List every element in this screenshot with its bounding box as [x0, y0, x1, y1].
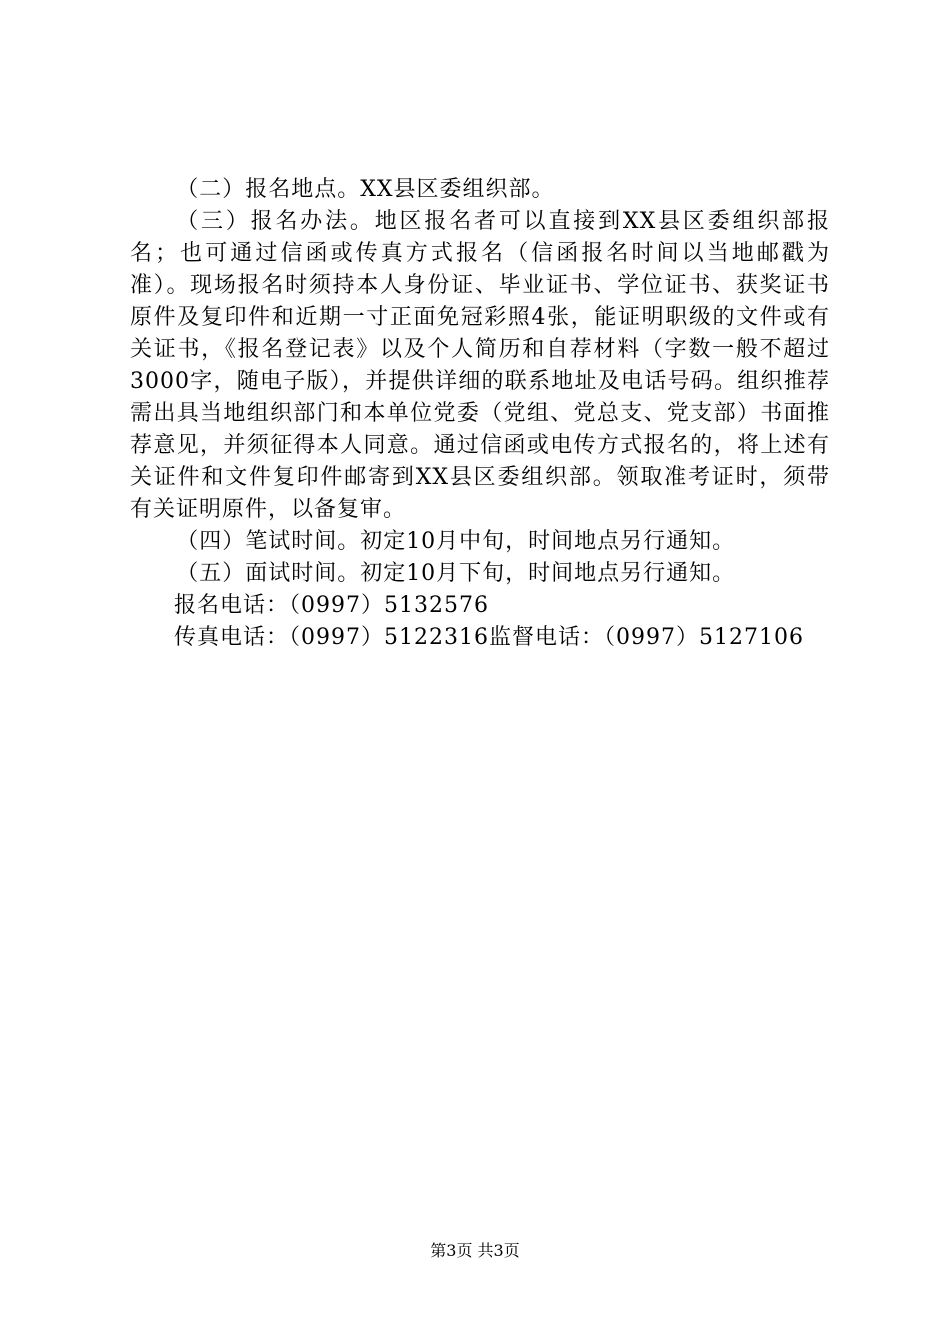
paragraph-registration-location: （二）报名地点。XX县区委组织部。 — [176, 177, 555, 202]
contact-registration-phone: 报名电话：（0997）5132576 — [174, 593, 489, 618]
paragraph-registration-method: （三）报名办法。地区报名者可以直接到XX县区委组织部报名；也可通过信函或传真方式报名（信函报名时间以当地邮戳为准）。现场报名时须持本人身份证、毕业证书、学位证书、获奖证书原件及复印件和近期一寸正面免冠彩照4张，能证明职级的文件或有关证书，《报名登记表》以及个人简历和自荐材料（字数一般不超过3000字，随电子版），并提供详细的联系地址及电话号码。组织推荐需出具当地组织部门和本单位党委（党组、党总支、党支部）书面推荐意见，并须征得本人同意。通过信函或电传方式报名的，将上述有关证件和文件复印件邮寄到XX县区委组织部。领取准考证时，须带有关证明原件，以备复审。 — [130, 209, 830, 522]
page-number-footer: 第3页 共3页 — [430, 1241, 520, 1260]
document-body — [130, 174, 830, 654]
paragraph-interview-time: （五）面试时间。初定10月下旬，时间地点另行通知。 — [176, 561, 736, 586]
contact-fax-supervision-phone: 传真电话：（0997）5122316监督电话：（0997）5127106 — [174, 625, 804, 650]
paragraph-written-exam-time: （四）笔试时间。初定10月中旬，时间地点另行通知。 — [176, 529, 736, 554]
